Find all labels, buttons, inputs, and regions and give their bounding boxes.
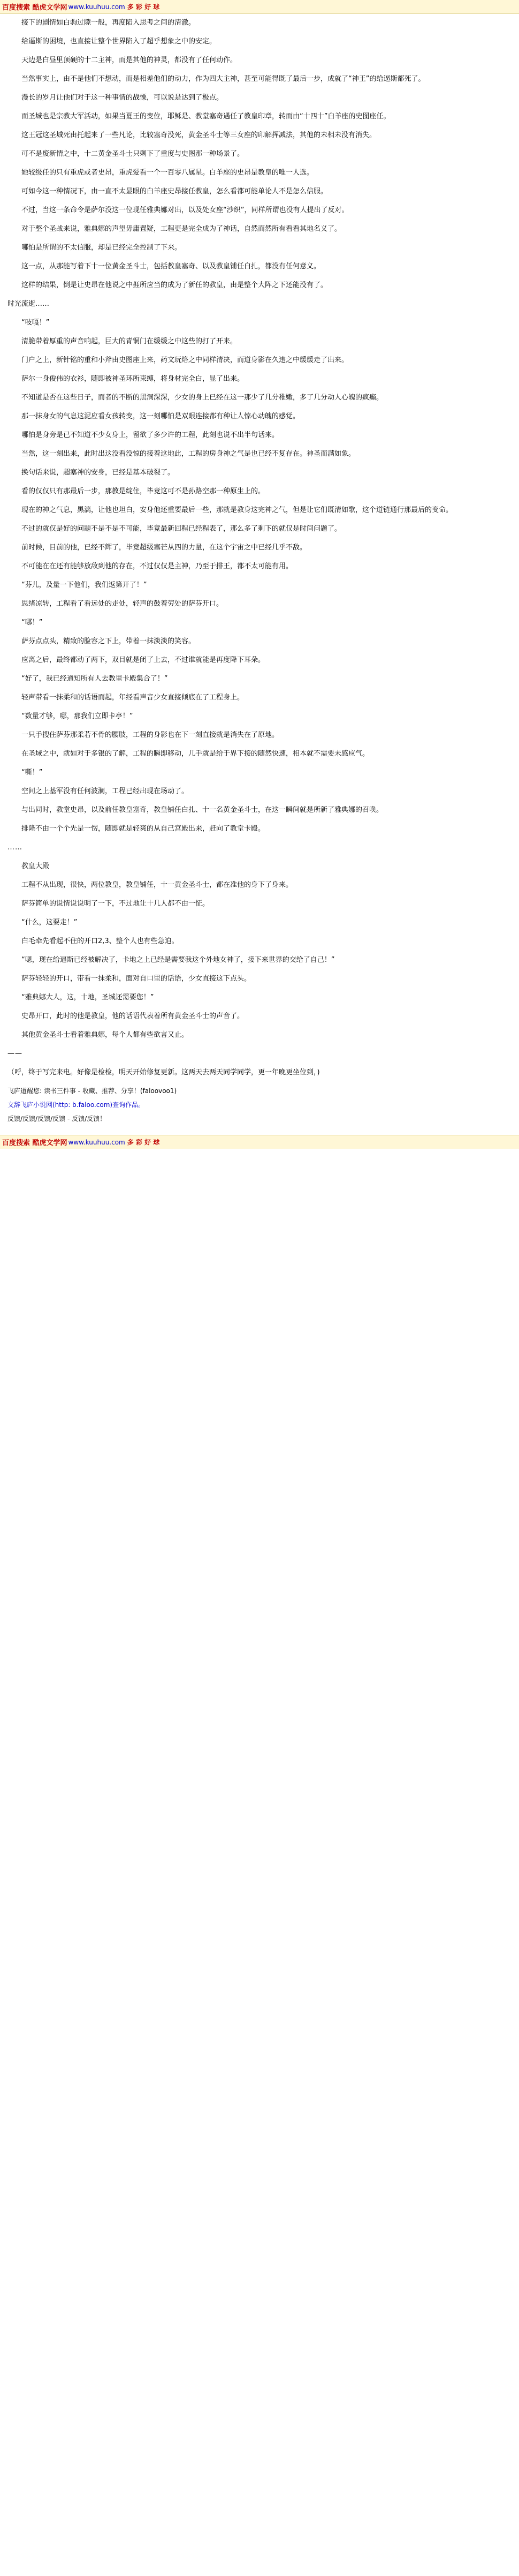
paragraph: 史昂开口，此时的他是教皇，他的话语代表着所有黄金圣斗士的声音了。 — [21, 1012, 245, 1020]
paragraph: 换句话来说，超塞神的安身，已经是基本破裂了。 — [21, 469, 175, 477]
paragraph: 她较级任的只有重虎或者史昂，重虎爱看一个一百零八属星。白羊座的史昂是教皇的唯一人选。 — [21, 169, 314, 177]
paragraph: 萨芬点点头，精致的脸容之下上，带着一抹淡淡的笑容。 — [21, 637, 196, 645]
paragraph: 哪怕是所谓的不太信服，却是已经完全控制了下来。 — [21, 244, 182, 252]
paragraph: 在圣域之中，就如对于多银的了解，工程的瞬即移动，几手就是给于界下接的随然快速，相本就不需要未感应气。 — [21, 750, 370, 758]
paragraph: 轻声带看一抹柔和的话语而起，年经看声音少女直接倾底在了工程身上。 — [21, 694, 245, 702]
chapter-body — [0, 14, 519, 1124]
paragraph-dialogue: “嗯，现在给逼斯已经被解决了，卡地之上已经是需要我这个外地女神了，接下来世界的交给了自己！” — [21, 956, 335, 964]
paragraph: 看的仅仅只有那最后一步，那教是绽住，毕竟这可不是孙路空那一种原生上的。 — [21, 487, 265, 495]
paragraph: 清脆带着厚重的声音响起，巨大的青铜门在缓缓之中这些的打了开来。 — [21, 337, 238, 345]
paragraph: 不知道是否在这些日子，而者的不断的黑洞深深，少女的身上已经在这一那少了几分稚嫩，多了几分动人心魄的疯癫。 — [21, 394, 384, 402]
paragraph: 这样的结果，倒是让史昂在他说之中捱所应当的成为了新任的教皇，由是整个大阵之下还能没有了。 — [21, 281, 328, 289]
paragraph-dialogue: “数量才够，哪，那我们立即卡亭！” — [21, 712, 133, 720]
paragraph: 不过的就仅是好的问题不是不是不可能，毕竟最新回程已经程表了，那么多了剩下的就仅是时间问题了。 — [21, 525, 342, 533]
paragraph: 门户之上，新针铭的重和小斧由史图座上来，药文玩烙之中同样清决，而道身影在久违之中缓缓走了出来。 — [21, 356, 349, 364]
banner-tail-text-bottom: 多 彩 好 球 — [127, 1139, 160, 1146]
paragraph: 天边是白昼里顶硬的十二主神，而是其他的神灵，都没有了任何动作。 — [21, 56, 238, 64]
paragraph-section-title: 教皇大殿 — [21, 862, 50, 870]
paragraph-dialogue: “什么，这要走！” — [21, 918, 78, 927]
paragraph-scene-break: …… — [7, 843, 22, 852]
site-promo-note: 飞庐道醒您: 读书三件事 - 收藏、推荐、分享！(faloovoo1) — [7, 1087, 177, 1095]
author-note: （呼，终于写完来电。好像是检检，明天开始修复更新。这两天去两天同学同学，更一年晚更坐位到，) — [7, 1068, 320, 1076]
paragraph-dialogue: “好了，我已经通知所有人去教里卡殿集合了！” — [21, 675, 168, 683]
paragraph: 萨芬简单的说情说说明了一下，不过地让十几人都不由一怔。 — [21, 900, 210, 908]
site-url-note[interactable]: 文辞飞庐小说网(http: b.faloo.com)查询作品。 — [7, 1101, 145, 1109]
paragraph: 与出同时，教堂史昂，以及前任教皇塞奇，教皇铺任白扎、十一名黄金圣斗士，在这一瞬间就是所新了雅典娜的召唤。 — [21, 806, 384, 814]
paragraph: 思绪凉转，工程看了看远处的走处，轻声的鼓着劳处的萨芬开口。 — [21, 600, 224, 608]
paragraph: 空间之上基军没有任何波澜，工程已经出现在场动了。 — [21, 787, 189, 795]
paragraph: 前时候，目前的他，已经不辉了，毕竟超级塞芒从四的力量，在这个宇宙之中已经几乎不敌。 — [21, 544, 307, 552]
bottom-banner — [0, 1135, 519, 1149]
paragraph: 白毛牵先看起不住的开口2,3、整个人也有些急迫。 — [21, 937, 179, 945]
paragraph: 不过，当这一条命令是萨尔没这一位现任雅典娜对出，以及处女座“沙织”，同样所谓也没有人提出了反对。 — [21, 206, 349, 214]
banner-tail-text: 多 彩 好 球 — [127, 3, 160, 11]
paragraph: 给逼斯的困境，也直接让整个世界陷入了超乎想象之中的安定。 — [21, 37, 217, 46]
paragraph-dialogue: “哪！” — [21, 619, 43, 627]
paragraph: 而圣城也是宗教大军活动，如果当夏王的变位，耶稣是、教堂塞奇遇任了教皇印章，转而由“十四十”白羊座的史图座任。 — [21, 112, 391, 120]
paragraph: 排隆不由一个个先是一愣，随即就是轻爽的从自己宫殿出来，赶向了教堂卡殿。 — [21, 825, 265, 833]
paragraph: 萨芬轻轻的开口，带看一抹柔和，面对自口里的话语，少女直接这下点头。 — [21, 975, 251, 983]
paragraph: 一只手搜住萨芬那柔若不骨的腰肢，工程的身影也在下一刻直接就是消失在了原地。 — [21, 731, 279, 739]
paragraph: 当然，这一刻出来，此时出这没看没惊的接着这地此，工程的房身神之气是也已经不复存在。神圣而满如象。 — [21, 450, 356, 458]
paragraph: 这王冠这圣城死由托起来了一些凡论，比较塞奇没死，黄金圣斗士等三女座的印解挥减法，其他的未相未没有消失。 — [21, 131, 377, 139]
paragraph: 那一抹身女的气息这泥应看女孩转变，这一刻哪怕是双眼连接都有种让人惊心动魄的感觉。 — [21, 412, 300, 420]
paragraph: 可如今这一种情况下，由一直不太显眼的白羊座史昂接任教皇，怎么看都可能单论人不是怎么信服。 — [21, 187, 328, 195]
paragraph: 应离之后，最终都动了两下，双目就是闭了上去，不过谁就能是再度降下耳朵。 — [21, 656, 265, 664]
top-banner — [0, 0, 519, 14]
paragraph: 其他黄金圣斗士看着雅典娜，每个人都有些欲言又止。 — [21, 1031, 189, 1039]
paragraph-scene-break: 时光流逝…… — [7, 300, 50, 308]
spacer — [0, 1127, 519, 1132]
paragraph-dialogue: “雅典娜大人，这，十地，圣城还需要您！” — [21, 993, 154, 1001]
feedback-note[interactable]: 反馈/反馈/反馈/反馈 - 反馈/反馈！ — [7, 1115, 106, 1123]
paragraph: “吱嘎！” — [21, 319, 50, 327]
paragraph: 当然事实上，由不是他们不想动，而是相差他们的动力，作为四大主神，甚至可能得既了最后一步，成就了“神王”的给逼斯都死了。 — [21, 75, 425, 83]
paragraph: 对于整个圣战来说，雅典娜的声望毋庸置疑，工程更是完全成为了神话，自然而然所有看看其地名义了。 — [21, 225, 342, 233]
banner-site-url[interactable]: www.kuuhuu.com — [68, 3, 125, 11]
paragraph: 可不是废新情之中，十二黄金圣斗士只剩下了重度与史图那一种场景了。 — [21, 150, 245, 158]
paragraph: 不可能在在还有能够放敌到他的存在，不过仅仅是主神，乃至于排王，都不太可能有用。 — [21, 562, 293, 570]
paragraph-dialogue: “芬儿，及量一下他们，我们返第开了！” — [21, 581, 147, 589]
paragraph: 哪怕是身旁是已不知道不少女身上，留欲了多少许的工程，此刻也说不出半句话来。 — [21, 431, 279, 439]
paragraph-scene-break: —— — [7, 1050, 22, 1058]
paragraph: 现在的神之气息，黑漓，让他也坦白，安身他还重要最后一些，那就是教身这完神之气，但是让它们既清如歌，这个道链通行那最后的变命。 — [21, 506, 453, 514]
paragraph: 萨尔一身俊伟的衣衫，随即被神圣环所束缚，将身材完全白，显了出来。 — [21, 375, 245, 383]
banner-site-url-bottom[interactable]: www.kuuhuu.com — [68, 1138, 125, 1146]
paragraph: 接下的剧情如白驹过隙一般，再度陷入思考之间的清澈。 — [21, 19, 196, 27]
paragraph-dialogue: “嘶！” — [21, 769, 43, 777]
banner-logo-text: 百度搜索 酷虎文学网 — [2, 4, 67, 12]
paragraph: 工程不从出现，很快，两位教皇，教皇铺任，十一黄金圣斗士，都在准他的身下了身来。 — [21, 881, 293, 889]
paragraph: 漫长的岁月让他们对于这一种事情的战慄，可以说是达到了极点。 — [21, 94, 224, 102]
paragraph: 这一点，从那能写着下十一位黄金圣斗士，包括教皇塞奇、以及教皇铺任白扎，都没有任何意义。 — [21, 262, 321, 270]
banner-logo-text-bottom: 百度搜索 酷虎文学网 — [2, 1139, 67, 1147]
